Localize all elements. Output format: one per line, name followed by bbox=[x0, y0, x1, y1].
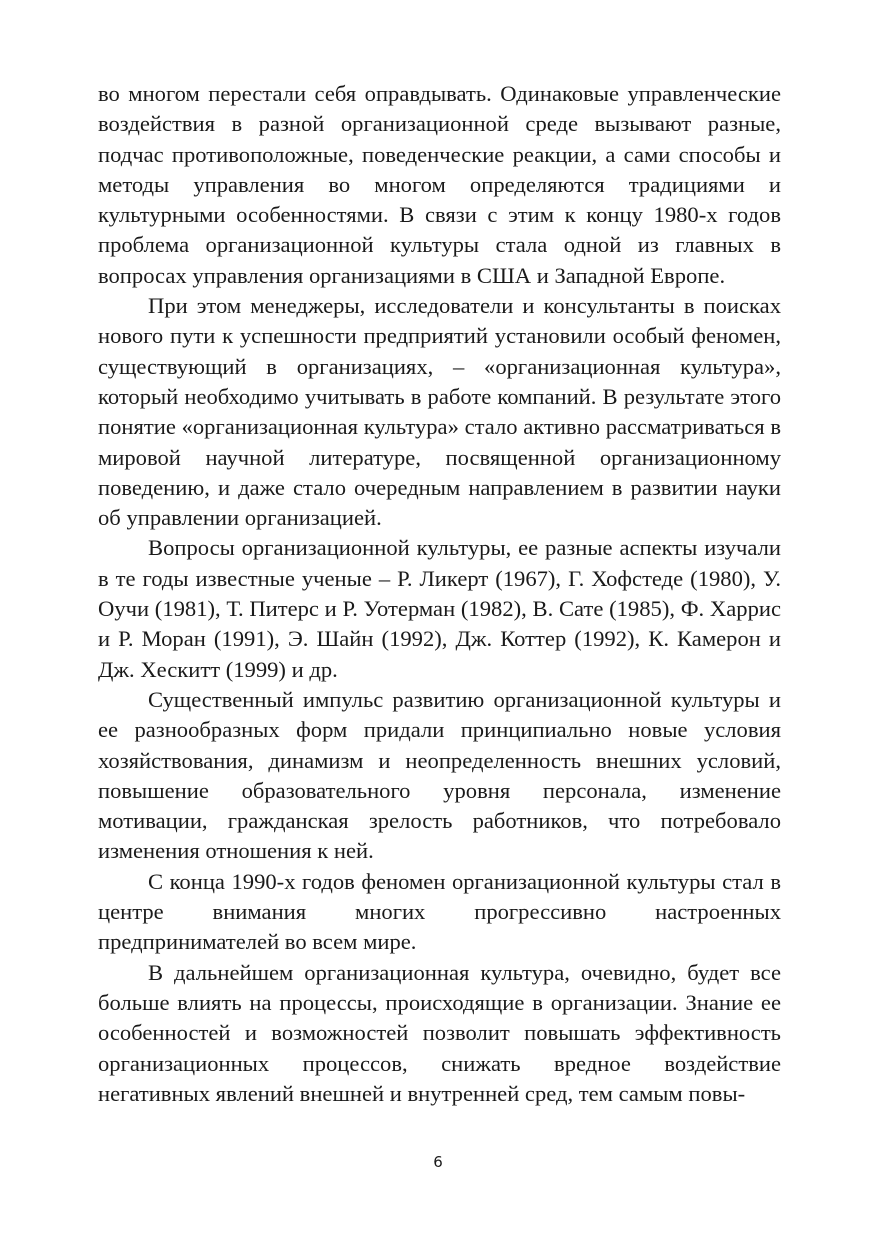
paragraph: В дальнейшем организационная культура, очевидно, будет все больше влиять на процессы, происходящие в организации. Знание ее особенностей и возможностей позволит повышать эффективность организационных процессов, снижать вредное воздействие негативных явлений внешней и внутренней сред, тем самым повы- bbox=[98, 959, 781, 1106]
paragraph: При этом менеджеры, исследователи и консультанты в поисках нового пути к успешности предприятий установили особый феномен, существующий в организациях, – «организационная культура», который необходимо учитывать в работе компаний. В результате этого понятие «организационная культура» стало активно рассматриваться в мировой научной литературе, посвященной организационному поведению, и даже стало очередным направлением в развитии науки об управлении организацией. bbox=[98, 293, 781, 531]
paragraph-continuation: во многом перестали себя оправдывать. Одинаковые управленческие воздействия в разной организационной среде вызывают разные, подчас противоположные, поведенческие реакции, а сами способы и методы управления во многом определяются традициями и культурными особенностями. В связи с этим к концу 1980-х годов проблема организационной культуры стала одной из главных в вопросах управления организациями в США и Западной Европе. bbox=[98, 81, 781, 288]
page-number: 6 bbox=[433, 1153, 443, 1171]
paragraph: Вопросы организационной культуры, ее разные аспекты изучали в те годы известные ученые – Р. Ликерт (1967), Г. Хофстеде (1980), У. Оучи (1981), Т. Питерс и Р. Уотерман (1982), В. Сате (1985), Ф. Харрис и Р. Моран (1991), Э. Шайн (1992), Дж. Коттер (1992), К. Камерон и Дж. Хескитт (1999) и др. bbox=[98, 535, 781, 682]
page-body bbox=[98, 79, 781, 1109]
paragraph: С конца 1990-х годов феномен организационной культуры стал в центре внимания многих прогрессивно настроенных предпринимателей во всем мире. bbox=[98, 868, 781, 955]
paragraph: Существенный импульс развитию организационной культуры и ее разнообразных форм придали принципиально новые условия хозяйствования, динамизм и неопределенность внешних условий, повышение образовательного уровня персонала, изменение мотивации, гражданская зрелость работников, что потребовало изменения отношения к ней. bbox=[98, 686, 781, 864]
